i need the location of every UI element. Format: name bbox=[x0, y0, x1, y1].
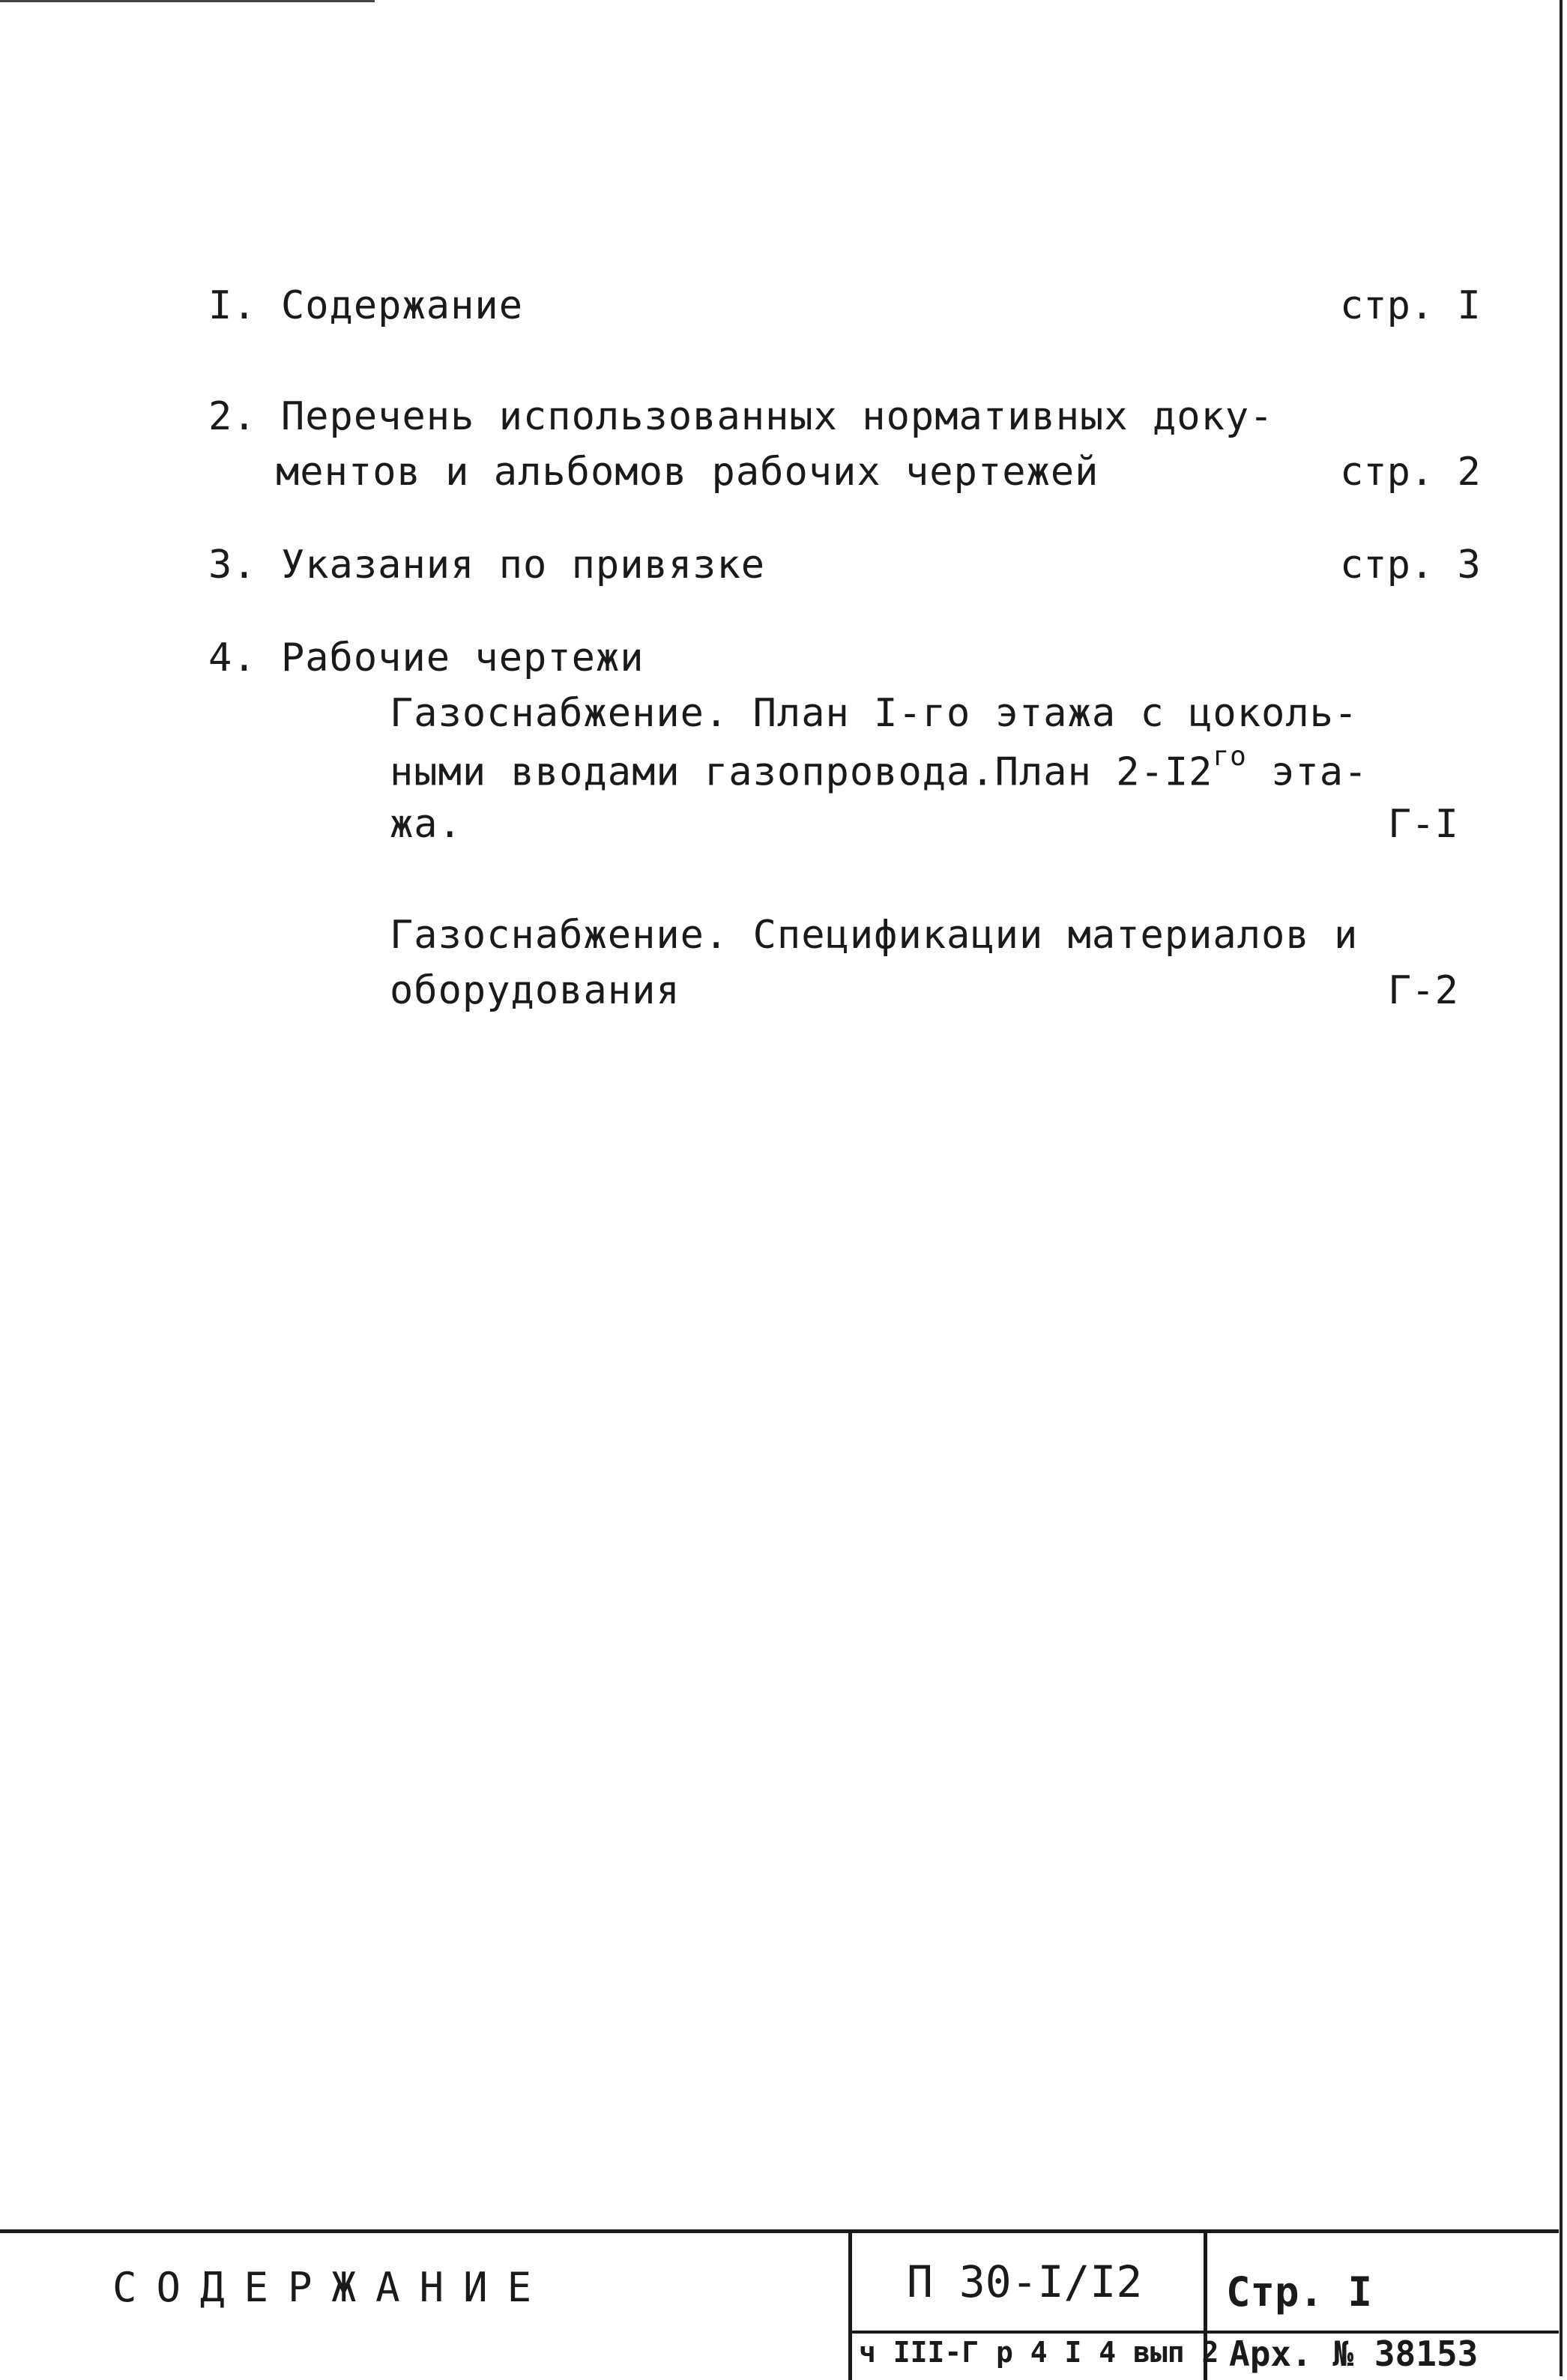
toc-item-4 bbox=[208, 635, 644, 680]
toc-item-2-title-line-1: Перечень использованных нормативных доку- bbox=[280, 394, 1274, 439]
drawing-1-line-2-prefix: ными вводами газопровода.План 2-I2 bbox=[390, 749, 1213, 795]
toc-item-1-number: I. bbox=[208, 283, 257, 328]
document-code: П 30-I/I2 bbox=[907, 2256, 1143, 2307]
toc-item-4-number: 4. bbox=[208, 635, 257, 680]
toc-item-3-title: Указания по привязке bbox=[280, 543, 766, 588]
drawing-1-line-1: Газоснабжение. План I-го этажа с цоколь- bbox=[390, 691, 1359, 736]
frame-right-border bbox=[1560, 0, 1563, 2376]
toc-item-3-page: стр. 3 bbox=[1340, 543, 1481, 588]
archive-number: Арх. № 38153 bbox=[1229, 2334, 1479, 2374]
toc-item-2-page: стр. 2 bbox=[1340, 450, 1481, 495]
drawing-2-sheet: Г-2 bbox=[1388, 968, 1458, 1013]
series-code: ч III-Г р 4 I 4 вып 2 bbox=[859, 2336, 1219, 2369]
scan-edge-top bbox=[0, 0, 375, 2]
drawing-1-sheet: Г-I bbox=[1388, 802, 1458, 847]
toc-item-3 bbox=[208, 543, 766, 588]
document-name: СОДЕРЖАНИЕ bbox=[112, 2264, 552, 2311]
drawing-1-line-3: жа. bbox=[390, 802, 462, 847]
title-block bbox=[0, 2229, 1559, 2380]
drawing-1-line-2-suffix: эта- bbox=[1246, 749, 1368, 795]
toc-item-4-title: Рабочие чертежи bbox=[280, 635, 644, 680]
toc-item-1-title: Содержание bbox=[280, 283, 524, 328]
drawing-2-line-2: оборудования bbox=[390, 968, 680, 1013]
toc-item-1 bbox=[208, 283, 524, 328]
title-block-divider-1 bbox=[848, 2233, 852, 2380]
toc-item-2-title-line-2: ментов и альбомов рабочих чертежей bbox=[276, 450, 1099, 495]
sheet-label: Стр. I bbox=[1226, 2268, 1373, 2316]
drawing-1-line-2 bbox=[390, 741, 1368, 795]
toc-item-2-number: 2. bbox=[208, 394, 257, 439]
toc-item-1-page: стр. I bbox=[1340, 283, 1481, 328]
drawing-2-line-1: Газоснабжение. Спецификации материалов и bbox=[390, 913, 1359, 958]
drawing-1-superscript: го bbox=[1213, 741, 1247, 772]
toc-item-2 bbox=[208, 394, 1274, 439]
toc-item-3-number: 3. bbox=[208, 543, 257, 588]
